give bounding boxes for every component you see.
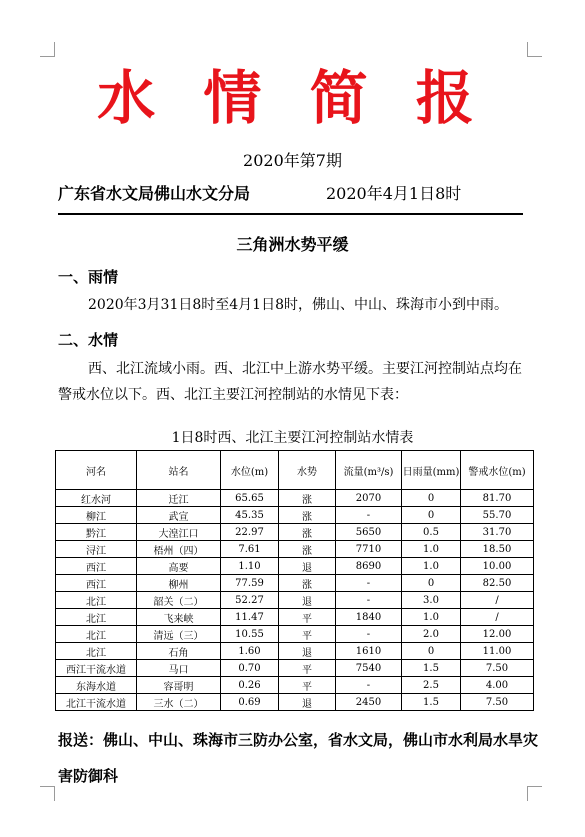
water-level-table: [55, 450, 534, 711]
table-cell: 容哥明: [137, 677, 221, 694]
table-cell: 22.97: [221, 524, 279, 541]
table-cell: 0: [402, 643, 461, 660]
table-cell: 武宣: [137, 507, 221, 524]
table-row: [56, 592, 534, 609]
header-daily-rain: 日雨量(mm): [402, 451, 461, 490]
crop-mark-top-left: [40, 42, 55, 57]
table-row: [56, 660, 534, 677]
table-cell: 涨: [279, 490, 336, 507]
table-cell: 东海水道: [56, 677, 137, 694]
table-cell: 2.0: [402, 626, 461, 643]
header-flow: 流量(m³/s): [336, 451, 402, 490]
header-station: 站名: [137, 451, 221, 490]
table-row: [56, 643, 534, 660]
table-cell: 5650: [336, 524, 402, 541]
table-cell: 77.59: [221, 575, 279, 592]
table-cell: 迁江: [137, 490, 221, 507]
table-cell: 退: [279, 694, 336, 711]
table-cell: -: [336, 626, 402, 643]
table-cell: 3.0: [402, 592, 461, 609]
section-rain-text: 2020年3月31日8时至4月1日8时，佛山、中山、珠海市小到中雨。: [88, 297, 508, 313]
table-row: [56, 541, 534, 558]
table-cell: 柳江: [56, 507, 137, 524]
table-cell: 退: [279, 592, 336, 609]
table-cell: 0.5: [402, 524, 461, 541]
table-cell: 退: [279, 558, 336, 575]
table-cell: -: [336, 592, 402, 609]
table-cell: 西江: [56, 575, 137, 592]
issuing-organization: 广东省水文局佛山水文分局: [58, 184, 251, 203]
table-cell: 三水（二）: [137, 694, 221, 711]
table-row: [56, 575, 534, 592]
table-cell: 11.47: [221, 609, 279, 626]
table-cell: 西江干流水道: [56, 660, 137, 677]
table-cell: 1.60: [221, 643, 279, 660]
table-cell: 北江干流水道: [56, 694, 137, 711]
table-cell: 黔江: [56, 524, 137, 541]
table-cell: 81.70: [461, 490, 534, 507]
table-cell: 2070: [336, 490, 402, 507]
table-cell: 飞来峡: [137, 609, 221, 626]
table-cell: 55.70: [461, 507, 534, 524]
table-cell: 7.50: [461, 660, 534, 677]
table-cell: 0: [402, 507, 461, 524]
table-cell: 北江: [56, 592, 137, 609]
table-cell: 平: [279, 609, 336, 626]
crop-mark-top-right: [527, 42, 542, 57]
table-cell: 马口: [137, 660, 221, 677]
table-cell: 涨: [279, 507, 336, 524]
table-cell: 7.61: [221, 541, 279, 558]
header-trend: 水势: [279, 451, 336, 490]
table-cell: 4.00: [461, 677, 534, 694]
table-cell: 浔江: [56, 541, 137, 558]
table-cell: 0.26: [221, 677, 279, 694]
table-cell: 1.5: [402, 660, 461, 677]
table-cell: 10.00: [461, 558, 534, 575]
table-cell: 大湟江口: [137, 524, 221, 541]
table-row: [56, 558, 534, 575]
table-row: [56, 626, 534, 643]
header-warning-level: 警戒水位(m): [461, 451, 534, 490]
table-cell: 1.5: [402, 694, 461, 711]
table-cell: 2450: [336, 694, 402, 711]
bulletin-title: 水 情 简 报: [97, 64, 488, 132]
section-water-heading: 二、水情: [58, 331, 119, 349]
table-cell: 11.00: [461, 643, 534, 660]
table-cell: 31.70: [461, 524, 534, 541]
table-cell: 0.69: [221, 694, 279, 711]
table-cell: 平: [279, 660, 336, 677]
table-cell: 北江: [56, 609, 137, 626]
table-cell: -: [336, 677, 402, 694]
table-cell: 52.27: [221, 592, 279, 609]
table-cell: 1840: [336, 609, 402, 626]
table-cell: -: [336, 575, 402, 592]
table-cell: 西江: [56, 558, 137, 575]
table-cell: 65.65: [221, 490, 279, 507]
issue-date: 2020年4月1日8时: [326, 184, 462, 203]
table-row: [56, 507, 534, 524]
table-row: [56, 677, 534, 694]
table-cell: 12.00: [461, 626, 534, 643]
table-cell: 梧州（四）: [137, 541, 221, 558]
table-cell: 2.5: [402, 677, 461, 694]
table-cell: 1.0: [402, 558, 461, 575]
table-cell: 清远（三）: [137, 626, 221, 643]
table-cell: 1.0: [402, 609, 461, 626]
issue-number: 2020年第7期: [243, 151, 342, 170]
table-cell: 平: [279, 626, 336, 643]
table-cell: 北江: [56, 626, 137, 643]
table-cell: 82.50: [461, 575, 534, 592]
header-divider: [58, 213, 523, 215]
table-cell: 涨: [279, 524, 336, 541]
table-cell: /: [461, 592, 534, 609]
table-cell: 涨: [279, 575, 336, 592]
table-cell: 涨: [279, 541, 336, 558]
table-cell: 7540: [336, 660, 402, 677]
table-cell: 1610: [336, 643, 402, 660]
table-cell: 1.10: [221, 558, 279, 575]
header-river: 河名: [56, 451, 137, 490]
table-cell: -: [336, 507, 402, 524]
table-cell: /: [461, 609, 534, 626]
table-cell: 石角: [137, 643, 221, 660]
table-cell: 10.55: [221, 626, 279, 643]
distribution-list: 报送：佛山、中山、珠海市三防办公室，省水文局，佛山市水利局水旱灾害防御科: [58, 731, 539, 785]
section-water-text: 西、北江流域小雨。西、北江中上游水势平缓。主要江河控制站点均在警戒水位以下。西、北江主要江河控制站的水情见下表：: [58, 361, 522, 403]
table-cell: 柳州: [137, 575, 221, 592]
crop-mark-bottom-left: [40, 786, 55, 801]
table-row: [56, 490, 534, 507]
table-cell: 北江: [56, 643, 137, 660]
table-row: [56, 524, 534, 541]
table-cell: 平: [279, 677, 336, 694]
table-cell: 8690: [336, 558, 402, 575]
table-cell: 红水河: [56, 490, 137, 507]
table-row: [56, 694, 534, 711]
table-cell: 45.35: [221, 507, 279, 524]
table-cell: 韶关（二）: [137, 592, 221, 609]
header-water-level: 水位(m): [221, 451, 279, 490]
table-cell: 0: [402, 575, 461, 592]
table-cell: 退: [279, 643, 336, 660]
table-header-row: [56, 451, 534, 490]
table-cell: 高要: [137, 558, 221, 575]
table-cell: 1.0: [402, 541, 461, 558]
table-cell: 18.50: [461, 541, 534, 558]
headline: 三角洲水势平缓: [236, 235, 349, 254]
table-row: [56, 609, 534, 626]
table-caption: 1日8时西、北江主要江河控制站水情表: [171, 430, 414, 446]
table-cell: 7.50: [461, 694, 534, 711]
table-cell: 0: [402, 490, 461, 507]
table-cell: 0.70: [221, 660, 279, 677]
section-rain-heading: 一、雨情: [58, 268, 119, 286]
table-cell: 7710: [336, 541, 402, 558]
